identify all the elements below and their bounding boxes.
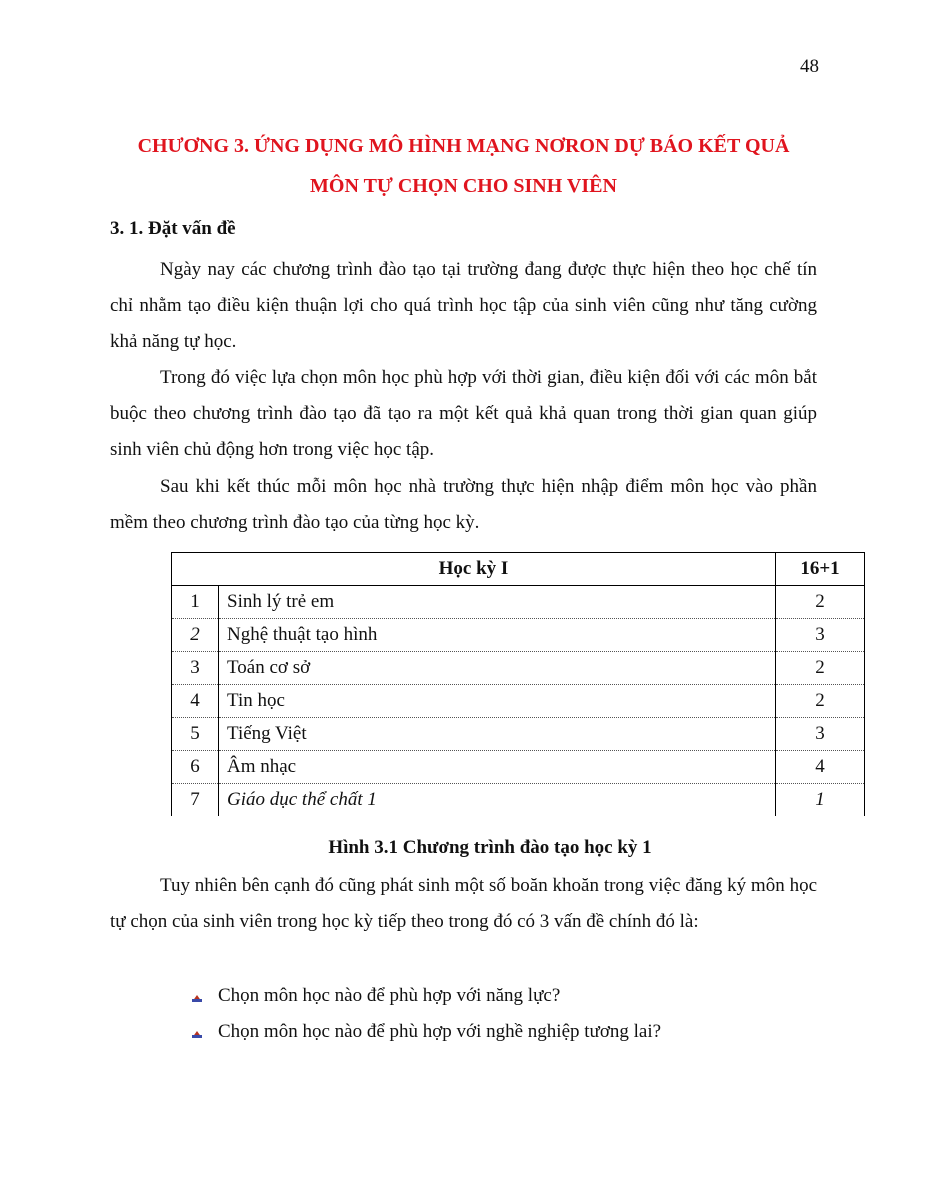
course-number: 6 [172,751,219,784]
table-row [172,751,865,784]
bullet-list [190,978,661,1050]
course-credits: 2 [776,685,865,718]
course-name: Toán cơ sở [219,652,776,685]
course-number: 5 [172,718,219,751]
table-row [172,718,865,751]
chapter-title [100,126,827,206]
course-credits: 4 [776,751,865,784]
paragraph-text: Ngày nay các chương trình đào tạo tại trường đang được thực hiện theo học chế tín chỉ nhằm tạo điều kiện thuận lợi cho quá trình học tập của sinh viên cũng như tăng cường khả năng tự học. [110,259,817,352]
course-name: Sinh lý trẻ em [219,586,776,619]
course-table [171,552,865,816]
paragraph [110,868,817,940]
course-name: Tiếng Việt [219,718,776,751]
paragraph-text: Sau khi kết thúc mỗi môn học nhà trường thực hiện nhập điểm môn học vào phần mềm theo chương trình đào tạo của từng học kỳ. [110,476,817,533]
course-number: 2 [172,619,219,652]
arrow-bullet-icon [190,1025,204,1039]
course-number: 4 [172,685,219,718]
course-credits: 3 [776,718,865,751]
course-credits: 1 [776,784,865,817]
chapter-title-line-2: MÔN TỰ CHỌN CHO SINH VIÊN [310,175,617,197]
section-heading: 3. 1. Đặt vấn đề [110,218,236,239]
paragraph [110,469,817,541]
table-row [172,685,865,718]
list-item [190,1014,661,1050]
paragraph-text: Tuy nhiên bên cạnh đó cũng phát sinh một số boăn khoăn trong việc đăng ký môn học tự chọn của sinh viên trong học kỳ tiếp theo trong đó có 3 vấn đề chính đó là: [110,875,817,932]
course-credits: 2 [776,652,865,685]
course-number: 1 [172,586,219,619]
figure-caption: Hình 3.1 Chương trình đào tạo học kỳ 1 [328,837,652,858]
course-credits: 2 [776,586,865,619]
chapter-title-line-1: CHƯƠNG 3. ỨNG DỤNG MÔ HÌNH MẠNG NƠRON DỰ BÁO KẾT QUẢ [137,135,790,157]
table-header-credits: 16+1 [776,553,865,586]
paragraph [110,252,817,360]
table-header-semester: Học kỳ I [172,553,776,586]
paragraph-text: Trong đó việc lựa chọn môn học phù hợp với thời gian, điều kiện đối với các môn bắt buộc theo chương trình đào tạo đã tạo ra một kết quả khả quan trong thời gian quan giúp sinh viên chủ động hơn trong việc học tập. [110,367,817,460]
list-item [190,978,661,1014]
table-row [172,586,865,619]
course-name: Tin học [219,685,776,718]
list-item-text: Chọn môn học nào để phù hợp với năng lực? [218,985,561,1006]
table-row [172,784,865,817]
arrow-bullet-icon [190,989,204,1003]
course-name: Giáo dục thể chất 1 [219,784,776,817]
paragraph [110,360,817,468]
course-name: Nghệ thuật tạo hình [219,619,776,652]
course-name: Âm nhạc [219,751,776,784]
course-number: 7 [172,784,219,817]
table-row [172,652,865,685]
table-row [172,619,865,652]
course-credits: 3 [776,619,865,652]
course-number: 3 [172,652,219,685]
page-number: 48 [800,56,819,77]
table-header-row [172,553,865,586]
list-item-text: Chọn môn học nào để phù hợp với nghề nghiệp tương lai? [218,1021,662,1042]
